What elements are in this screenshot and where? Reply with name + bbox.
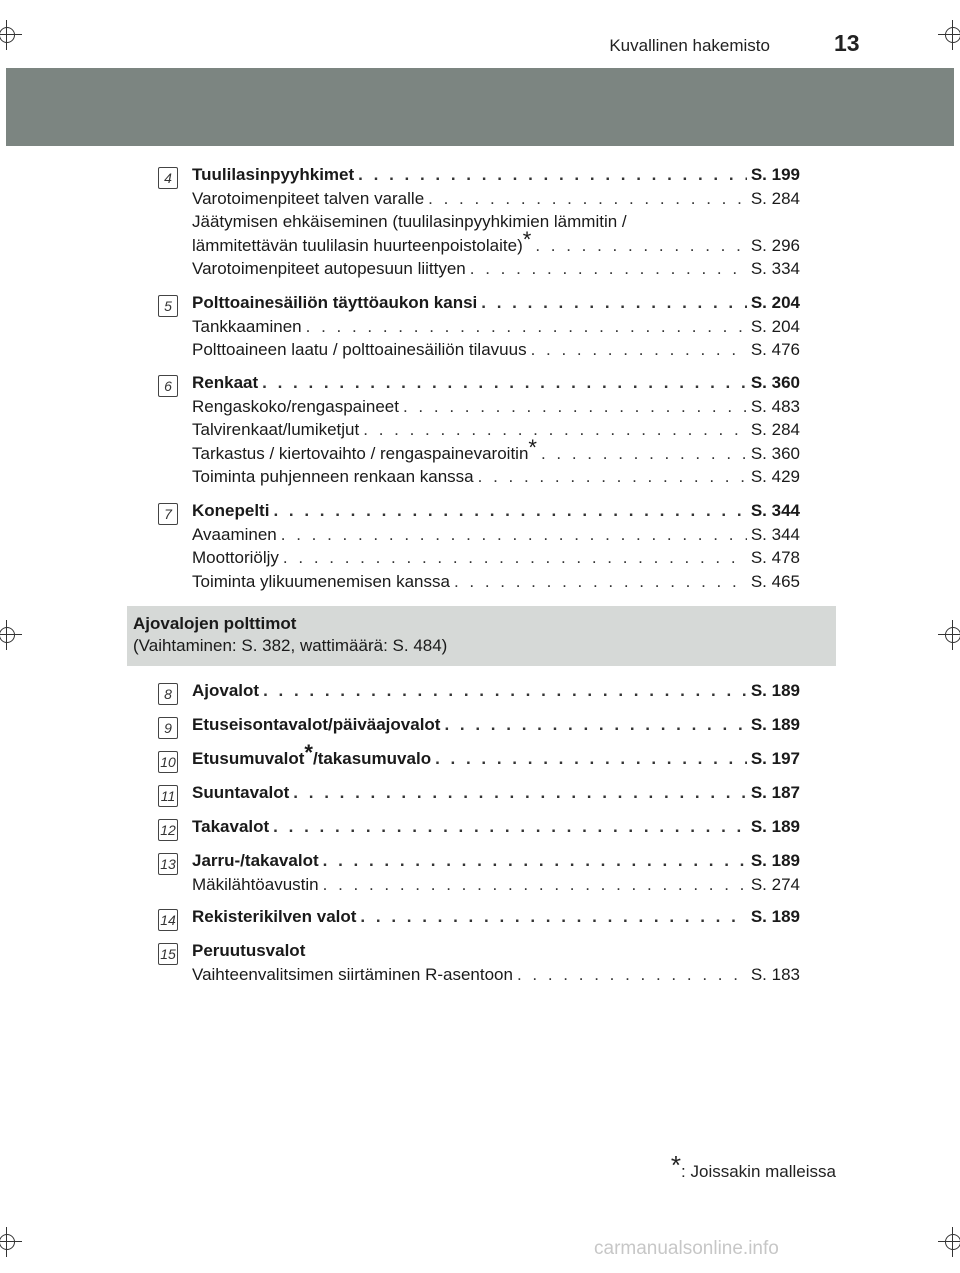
leader-dots: [470, 259, 747, 279]
callout-number-badge: 11: [158, 785, 178, 807]
entry-subitem: [192, 226, 800, 258]
entry-label: [192, 373, 258, 393]
callout-number-badge: 15: [158, 943, 178, 965]
page-reference: S. 429: [750, 467, 800, 486]
leader-dots: [273, 817, 747, 837]
entry-label: [192, 783, 289, 803]
leader-dots: [281, 525, 747, 545]
entry-label: [192, 851, 319, 871]
entry-label: [192, 420, 359, 440]
callout-number-badge: 13: [158, 853, 178, 875]
page-reference: S. 183: [750, 964, 800, 984]
entry-subitem: [192, 340, 800, 362]
callout-number-badge: 6: [158, 375, 178, 397]
entry-label-text: Moottoriöljy: [192, 548, 279, 567]
entry-label-text: Suuntavalot: [192, 783, 290, 802]
page-reference: S. 189: [750, 681, 800, 700]
section-title: Kuvallinen hakemisto: [609, 36, 770, 55]
section-box-headlight-bulbs: [127, 606, 836, 666]
entry-label: [192, 212, 627, 232]
entry-label-text: Varotoimenpiteet talven varalle: [192, 188, 425, 208]
asterisk-marker: *: [528, 434, 537, 460]
leader-dots: [403, 397, 747, 417]
leader-dots: [273, 501, 746, 521]
entry-heading: [192, 293, 800, 315]
footnote-text: : Joissakin malleissa: [681, 1162, 836, 1181]
entry-subitem: [192, 259, 800, 281]
page-reference: S. 284: [750, 188, 800, 208]
entry-label-text: Ajovalot: [192, 681, 260, 700]
entry-label-text: Polttoaineen laatu / polttoainesäiliön tilavuus: [192, 340, 527, 359]
page-reference: S. 187: [750, 783, 800, 802]
entry-subitem: [192, 212, 800, 234]
entry-subitem: [192, 965, 800, 987]
entry-label: [192, 875, 319, 895]
callout-number-badge: 10: [158, 751, 178, 773]
entry-label: [192, 715, 440, 735]
entry-label-text: Mäkilähtöavustin: [192, 874, 319, 894]
crop-mark-bottom-left: [0, 1227, 22, 1257]
entry-subitem: [192, 189, 800, 211]
leader-dots: [444, 715, 746, 735]
page-reference: S. 189: [750, 715, 800, 734]
entry-label: [192, 434, 537, 464]
entry-label-text: Tuulilasinpyyhkimet: [192, 165, 355, 184]
leader-dots: [478, 467, 747, 487]
crop-mark-top-left: [0, 20, 22, 50]
entry-heading: [192, 681, 800, 703]
leader-dots: [323, 851, 747, 871]
leader-dots: [306, 317, 747, 337]
entry-label: [192, 817, 269, 837]
entry-label-text: Konepelti: [192, 501, 270, 520]
entry-heading: [192, 373, 800, 395]
leader-dots: [535, 236, 747, 256]
leader-dots: [541, 444, 747, 464]
entry-label-text: Etuseisontavalot/päiväajovalot: [192, 715, 441, 734]
entry-label-text: lämmitettävän tuulilasin huurteenpoistolaite): [192, 235, 523, 255]
leader-dots: [323, 875, 747, 895]
entry-label: [192, 740, 432, 769]
entry-label-suffix: /takasumuvalo: [312, 749, 432, 768]
callout-number-badge: 4: [158, 167, 178, 189]
leader-dots: [283, 548, 747, 568]
page-reference: S. 189: [750, 817, 800, 836]
entry-heading: [192, 740, 800, 771]
leader-dots: [363, 420, 747, 440]
entry-label-text: Rekisterikilven valot: [192, 907, 357, 926]
entry-subitem: [192, 548, 800, 570]
page-reference: S. 334: [750, 259, 800, 278]
entry-heading: [192, 851, 800, 873]
entry-label-text: Takavalot: [192, 817, 270, 836]
entry-heading: [192, 165, 800, 187]
leader-dots: [428, 189, 747, 209]
entry-label: [192, 467, 474, 487]
entry-heading: [192, 715, 800, 737]
entry-subitem: [192, 317, 800, 339]
callout-number-badge: 14: [158, 909, 178, 931]
page-reference: S. 204: [750, 293, 800, 312]
callout-number-badge: 7: [158, 503, 178, 525]
entry-heading: [192, 817, 800, 839]
entry-label: [192, 525, 277, 545]
page-reference: S. 483: [750, 396, 800, 416]
leader-dots: [481, 293, 747, 313]
entry-label: [192, 165, 354, 185]
asterisk-marker: *: [304, 740, 313, 765]
entry-subitem: [192, 397, 800, 419]
entry-label: [192, 226, 532, 256]
callout-number-badge: 8: [158, 683, 178, 705]
entry-label-text: Varotoimenpiteet autopesuun liittyen: [192, 259, 466, 278]
entry-label: [192, 317, 302, 337]
leader-dots: [293, 783, 747, 803]
section-heading: Ajovalojen polttimot: [133, 614, 297, 633]
entry-subitem: [192, 434, 800, 466]
crop-mark-mid-right: [938, 620, 960, 650]
leader-dots: [517, 965, 747, 985]
entry-label-text: Rengaskoko/rengaspaineet: [192, 396, 399, 416]
page-number: 13: [834, 30, 860, 56]
entry-label: [192, 293, 477, 313]
entry-label: [192, 548, 279, 568]
entry-label: [192, 397, 399, 417]
page-reference: S. 296: [750, 235, 800, 255]
entry-label: [192, 259, 466, 279]
footnote-marker: *: [670, 1150, 682, 1180]
callout-number-badge: 9: [158, 717, 178, 739]
leader-dots: [454, 572, 747, 592]
page-reference: S. 284: [750, 420, 800, 439]
page-reference: S. 199: [750, 165, 800, 184]
entry-label-text: Avaaminen: [192, 524, 277, 544]
page-reference: S. 344: [750, 524, 800, 544]
page-reference: S. 360: [750, 443, 800, 463]
entry-label-text: Etusumuvalot: [192, 749, 305, 768]
page-reference: S. 360: [750, 373, 800, 392]
leader-dots: [531, 340, 747, 360]
page-reference: S. 204: [750, 316, 800, 336]
entry-label-text: Jäätymisen ehkäiseminen (tuulilasinpyyhkimien lämmitin /: [192, 212, 627, 231]
footnote: [670, 1150, 836, 1182]
crop-mark-bottom-right: [938, 1227, 960, 1257]
entry-subitem: [192, 420, 800, 442]
entry-label: [192, 965, 513, 985]
entry-label-text: Renkaat: [192, 373, 259, 392]
entry-label-text: Tankkaaminen: [192, 316, 302, 336]
page-reference: S. 189: [750, 851, 800, 870]
entry-label: [192, 572, 450, 592]
entry-label: [192, 501, 269, 521]
page-reference: S. 476: [750, 340, 800, 359]
entry-subitem: [192, 467, 800, 489]
entry-label: [192, 189, 424, 209]
header-banner: [6, 68, 954, 146]
entry-heading: [192, 783, 800, 805]
crop-mark-mid-left: [0, 620, 22, 650]
entry-label-text: Vaihteenvalitsimen siirtäminen R-asentoon: [192, 964, 513, 984]
entry-label-text: Jarru-/takavalot: [192, 851, 319, 870]
entry-label-text: Toiminta ylikuumenemisen kanssa: [192, 571, 450, 591]
leader-dots: [360, 907, 746, 927]
entry-subitem: [192, 875, 800, 897]
entry-subitem: [192, 572, 800, 594]
entry-label: [192, 907, 356, 927]
watermark: carmanualsonline.info: [594, 1238, 779, 1259]
entry-label: [192, 941, 305, 961]
page-reference: S. 274: [750, 874, 800, 894]
asterisk-marker: *: [522, 226, 532, 252]
leader-dots: [358, 165, 747, 185]
crop-mark-top-right: [938, 20, 960, 50]
page-reference: S. 189: [750, 907, 800, 926]
page-reference: S. 478: [750, 548, 800, 567]
entry-label: [192, 340, 527, 360]
entry-label-text: Talvirenkaat/lumiketjut: [192, 420, 360, 439]
entry-heading: [192, 907, 800, 929]
entry-heading: [192, 941, 800, 963]
page-reference: S. 465: [750, 571, 800, 591]
entry-heading: [192, 501, 800, 523]
callout-number-badge: 12: [158, 819, 178, 841]
leader-dots: [263, 681, 747, 701]
leader-dots: [435, 749, 747, 769]
section-subtitle: (Vaihtaminen: S. 382, wattimäärä: S. 484): [133, 636, 448, 655]
entry-label-text: Peruutusvalot: [192, 941, 306, 960]
page-reference: S. 344: [750, 501, 800, 520]
entry-label-text: Toiminta puhjenneen renkaan kanssa: [192, 467, 474, 486]
page-reference: S. 197: [750, 749, 800, 768]
entry-subitem: [192, 525, 800, 547]
leader-dots: [262, 373, 747, 393]
entry-label-text: Tarkastus / kiertovaihto / rengaspainevaroitin: [192, 443, 529, 463]
callout-number-badge: 5: [158, 295, 178, 317]
entry-label: [192, 681, 259, 701]
entry-label-text: Polttoainesäiliön täyttöaukon kansi: [192, 293, 478, 312]
